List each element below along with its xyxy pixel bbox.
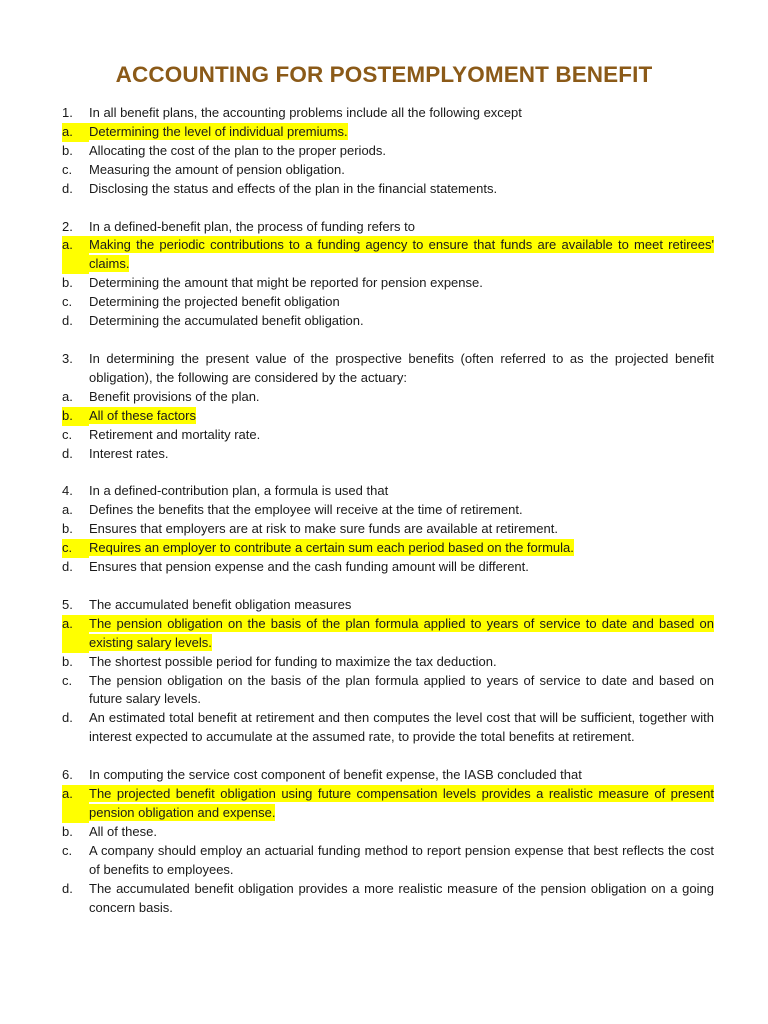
answer-option <box>62 293 714 312</box>
answer-option <box>62 709 714 747</box>
option-letter: c. <box>62 161 73 177</box>
option-text-wrap <box>89 880 714 918</box>
answer-option-highlighted <box>62 407 714 426</box>
option-text: Determining the accumulated benefit obligation. <box>89 313 364 329</box>
option-text-wrap <box>89 142 714 161</box>
question-number: 1. <box>62 105 73 120</box>
option-text-wrap <box>89 274 714 293</box>
option-text: Interest rates. <box>89 445 169 461</box>
question-3 <box>62 350 714 463</box>
option-letter: a. <box>62 123 89 142</box>
answer-option-highlighted <box>62 236 714 274</box>
question-text: The accumulated benefit obligation measures <box>89 596 352 612</box>
answer-option <box>62 823 714 842</box>
question-text: In determining the present value of the prospective benefits (often referred to as the projected benefit obligation), the following are considered by the actuary: <box>89 350 714 385</box>
option-letter: d. <box>62 710 73 726</box>
answer-option <box>62 142 714 161</box>
option-letter: b. <box>62 653 73 669</box>
question-number: 5. <box>62 596 73 612</box>
option-letter: a. <box>62 388 73 404</box>
option-text: The accumulated benefit obligation provides a more realistic measure of the pension obligation on a going concern basis. <box>89 880 714 915</box>
question-1 <box>62 104 714 199</box>
option-text-wrap <box>89 823 714 842</box>
option-text-wrap <box>89 785 714 823</box>
option-text-wrap <box>89 539 714 558</box>
answer-option <box>62 880 714 918</box>
answer-option <box>62 274 714 293</box>
option-letter: b. <box>62 407 89 426</box>
option-letter: a. <box>62 502 73 518</box>
question-number: 2. <box>62 218 73 234</box>
question-6 <box>62 766 714 917</box>
answer-option <box>62 501 714 520</box>
answer-option-highlighted <box>62 615 714 653</box>
answer-option <box>62 426 714 445</box>
question-text: In all benefit plans, the accounting problems include all the following except <box>89 105 522 120</box>
option-text: Determining the level of individual premiums. <box>89 123 348 139</box>
option-letter: b. <box>62 823 73 839</box>
option-text-wrap <box>89 161 714 180</box>
option-letter: a. <box>62 236 89 274</box>
option-text-wrap <box>89 842 714 880</box>
option-text: The shortest possible period for funding to maximize the tax deduction. <box>89 653 497 669</box>
question-number: 6. <box>62 767 73 783</box>
answer-option <box>62 558 714 577</box>
answer-option-highlighted <box>62 785 714 823</box>
option-letter: b. <box>62 142 73 158</box>
question-stem <box>62 350 714 388</box>
option-text-wrap <box>89 407 714 426</box>
question-stem <box>62 482 714 501</box>
option-text: The pension obligation on the basis of the plan formula applied to years of service to date and based on existing salary levels. <box>89 615 714 650</box>
option-text-wrap <box>89 709 714 747</box>
option-text-wrap <box>89 445 714 464</box>
option-text: Making the periodic contributions to a funding agency to ensure that funds are available to meet retirees' claims. <box>89 237 714 272</box>
page-title: ACCOUNTING FOR POSTEMPLYOMENT BENEFIT <box>115 62 653 87</box>
question-4 <box>62 482 714 577</box>
option-text-wrap <box>89 501 714 520</box>
option-letter: d. <box>62 313 73 329</box>
option-letter: d. <box>62 180 73 196</box>
option-text-wrap <box>89 672 714 710</box>
option-letter: c. <box>62 539 89 558</box>
option-text: All of these factors <box>89 407 196 423</box>
option-letter: c. <box>62 842 73 858</box>
option-text-wrap <box>89 236 714 274</box>
option-text: Retirement and mortality rate. <box>89 426 261 442</box>
option-letter: c. <box>62 294 73 310</box>
question-stem <box>62 104 714 123</box>
option-text-wrap <box>89 558 714 577</box>
option-letter: a. <box>62 615 89 653</box>
option-letter: b. <box>62 521 73 537</box>
option-text: An estimated total benefit at retirement and then computes the level cost that will be sufficient, together with interest expected to accumulate at the assumed rate, to provide the total benefits at retirement. <box>89 710 714 745</box>
answer-option <box>62 653 714 672</box>
option-text: Disclosing the status and effects of the plan in the financial statements. <box>89 180 498 196</box>
option-letter: b. <box>62 275 73 291</box>
answer-option <box>62 388 714 407</box>
option-text-wrap <box>89 426 714 445</box>
option-letter: d. <box>62 445 73 461</box>
question-2 <box>62 218 714 331</box>
option-text-wrap <box>89 388 714 407</box>
question-number: 3. <box>62 350 73 366</box>
option-text-wrap <box>89 123 714 142</box>
option-text: Determining the amount that might be reported for pension expense. <box>89 275 483 291</box>
option-text: Measuring the amount of pension obligation. <box>89 161 345 177</box>
question-stem <box>62 596 714 615</box>
option-text-wrap <box>89 615 714 653</box>
option-text-wrap <box>89 293 714 312</box>
option-text: Defines the benefits that the employee will receive at the time of retirement. <box>89 502 523 518</box>
question-5 <box>62 596 714 747</box>
option-text: Benefit provisions of the plan. <box>89 388 260 404</box>
option-text-wrap <box>89 520 714 539</box>
option-text: Ensures that pension expense and the cash funding amount will be different. <box>89 559 529 575</box>
option-letter: c. <box>62 426 73 442</box>
answer-option <box>62 161 714 180</box>
option-text: All of these. <box>89 823 157 839</box>
question-text: In a defined-benefit plan, the process of funding refers to <box>89 218 415 234</box>
option-text: A company should employ an actuarial funding method to report pension expense that best reflects the cost of benefits to employees. <box>89 842 714 877</box>
question-stem <box>62 218 714 237</box>
answer-option <box>62 312 714 331</box>
answer-option <box>62 520 714 539</box>
answer-option-highlighted <box>62 123 714 142</box>
answer-option <box>62 842 714 880</box>
answer-option <box>62 180 714 199</box>
option-text-wrap <box>89 180 714 199</box>
option-text: The projected benefit obligation using future compensation levels provides a realistic measure of present pension obligation and expense. <box>89 786 714 820</box>
option-text: Allocating the cost of the plan to the proper periods. <box>89 142 387 158</box>
option-letter: d. <box>62 880 73 896</box>
option-letter: d. <box>62 559 73 575</box>
option-text: The pension obligation on the basis of the plan formula applied to years of service to date and based on future salary levels. <box>89 672 714 707</box>
question-stem <box>62 766 714 785</box>
question-text: In a defined-contribution plan, a formula is used that <box>89 483 389 499</box>
option-text-wrap <box>89 653 714 672</box>
option-text: Ensures that employers are at risk to make sure funds are available at retirement. <box>89 521 558 537</box>
question-list <box>62 104 714 936</box>
option-letter: c. <box>62 672 73 688</box>
option-text-wrap <box>89 312 714 331</box>
question-number: 4. <box>62 483 73 499</box>
answer-option <box>62 672 714 710</box>
option-text: Requires an employer to contribute a certain sum each period based on the formula. <box>89 540 574 556</box>
answer-option <box>62 445 714 464</box>
option-text: Determining the projected benefit obligation <box>89 294 340 310</box>
option-letter: a. <box>62 785 89 823</box>
answer-option-highlighted <box>62 539 714 558</box>
question-text: In computing the service cost component of benefit expense, the IASB concluded that <box>89 767 582 783</box>
